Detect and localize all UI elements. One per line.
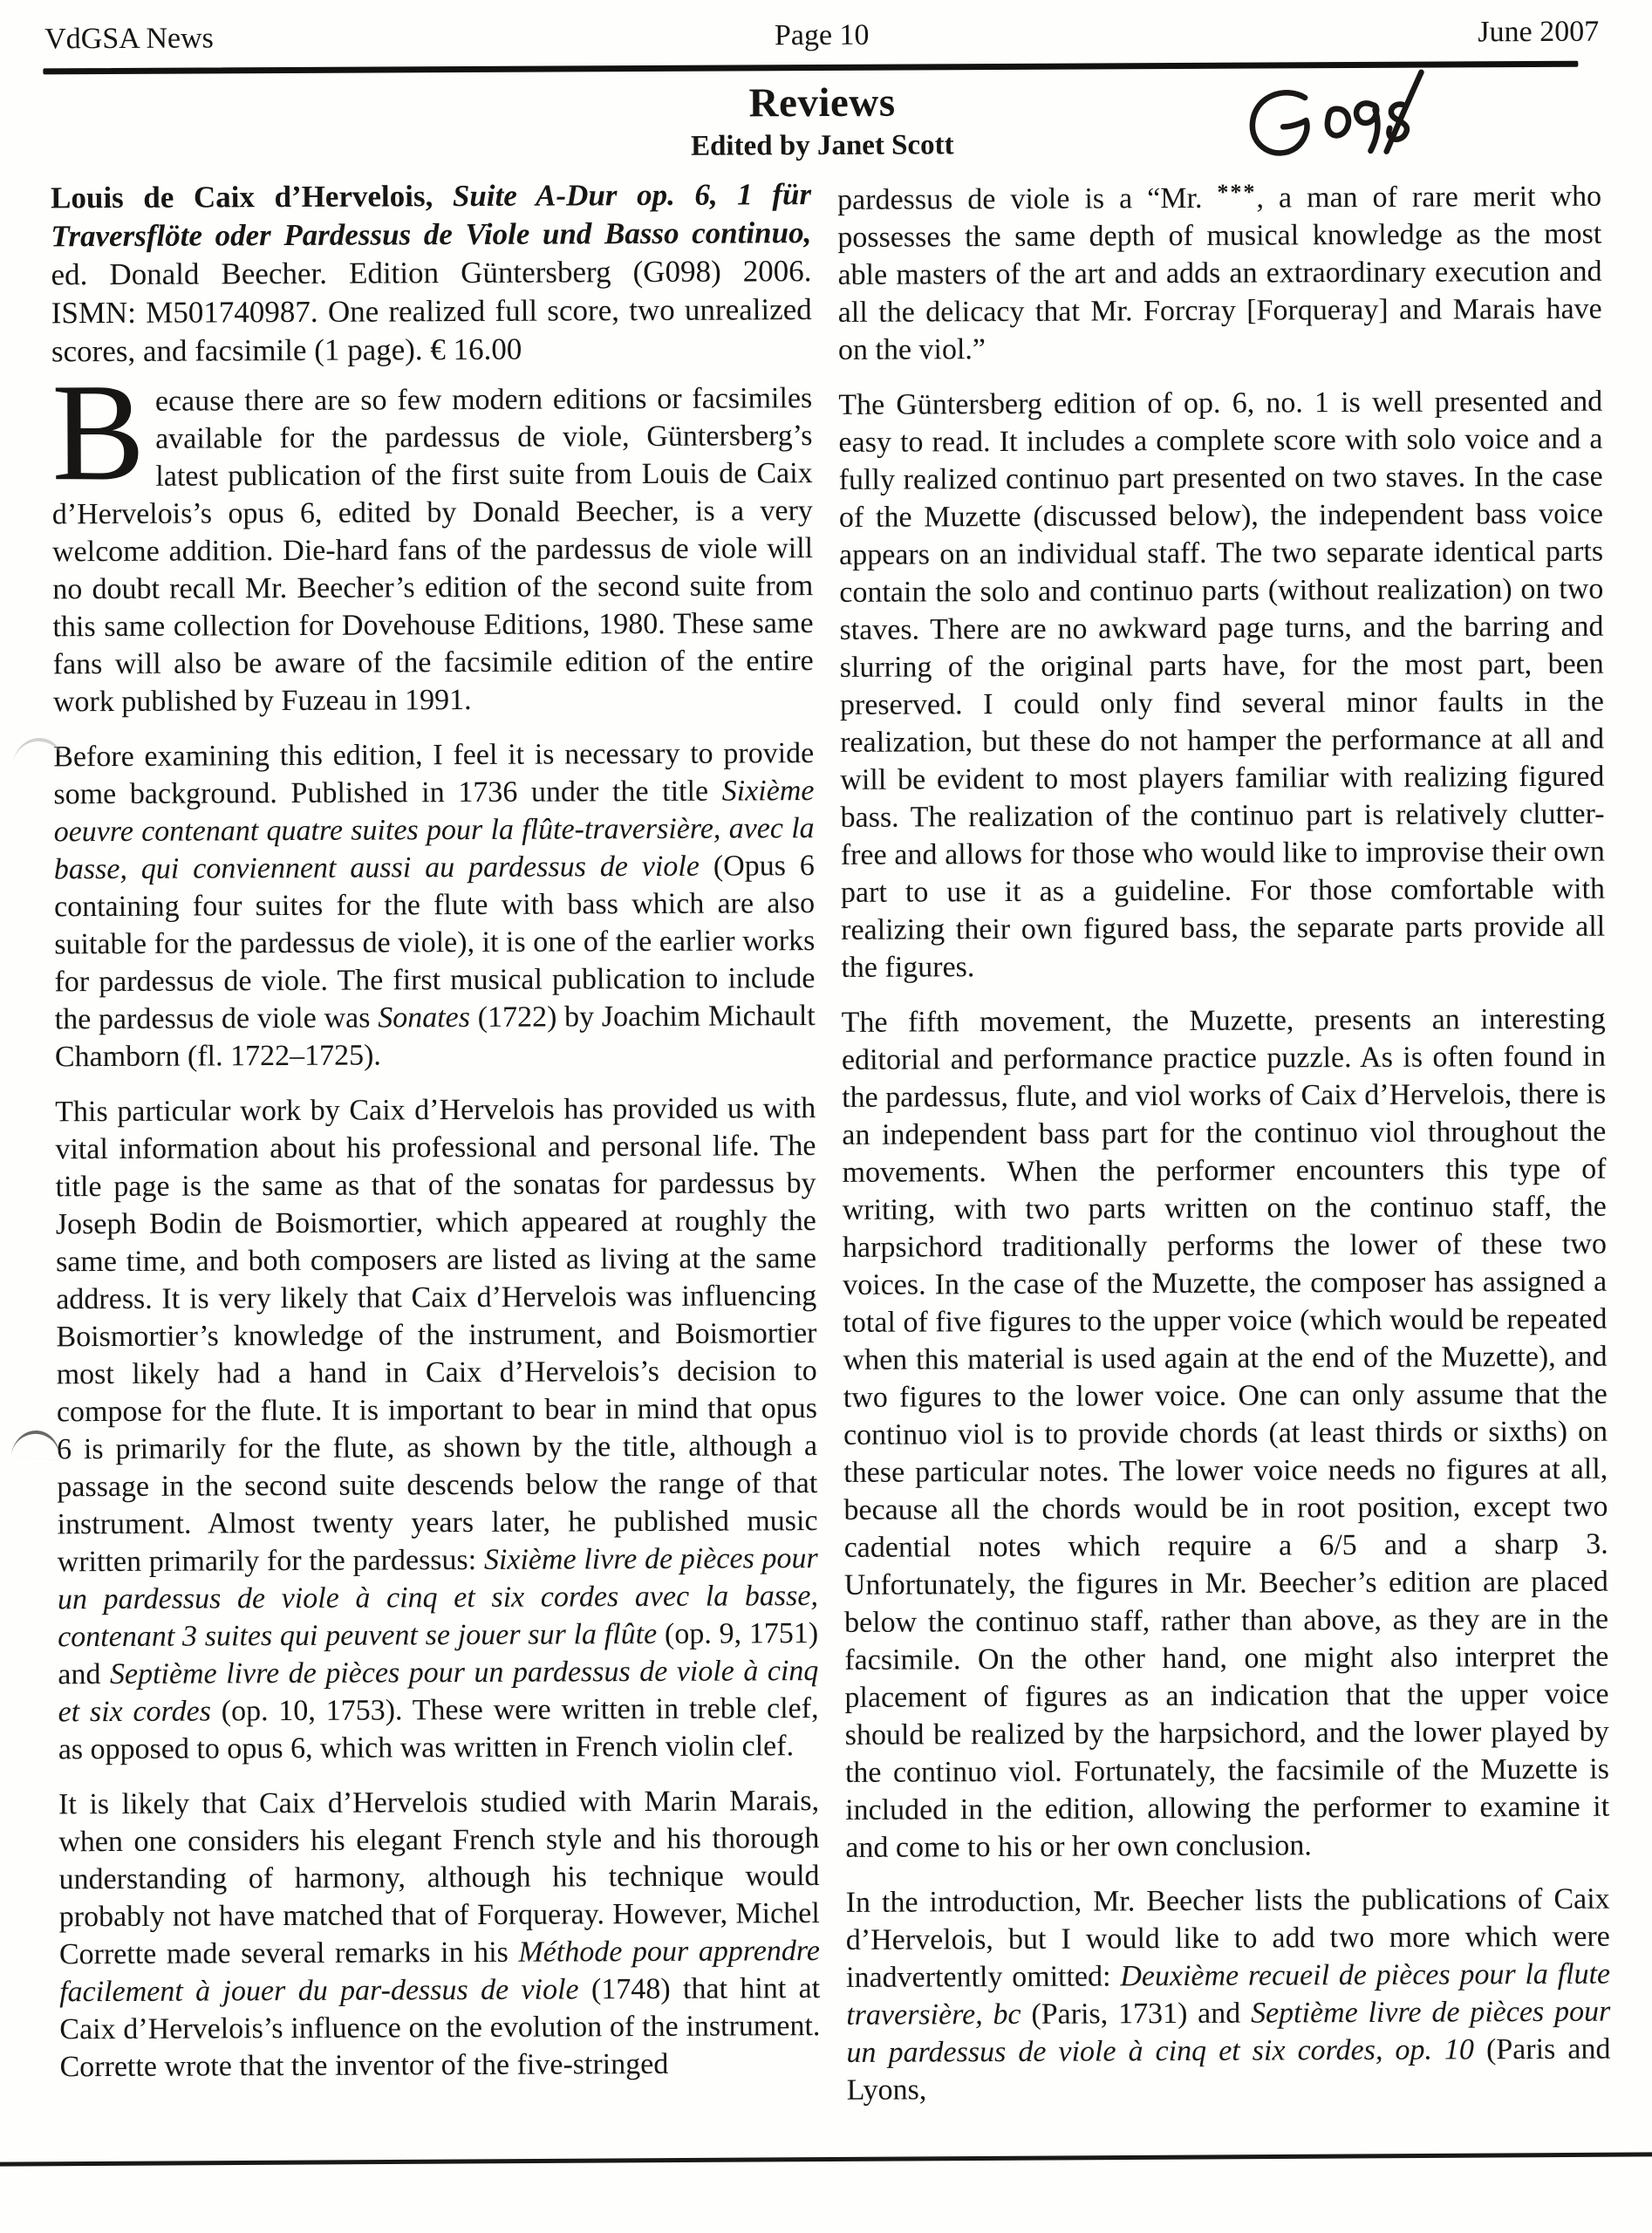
section-title: Reviews	[748, 79, 896, 126]
page-number: Page 10	[774, 18, 870, 52]
paragraph: The fifth movement, the Muzette, presents an interesting editorial and performance practice puzzle. As is often found in the pardessus, flute, and viol works of Caix d’Hervelois, there is an independent bass part for the continuo viol throughout the movements. When the performer encounters this type of writing, with two parts written on the continuo staff, the harpsichord traditionally performs the lower of these two voices. In the case of the Muzette, the composer has assigned a total of five figures to the upper voice (which would be repeated when this material is used again at the end of the Muzette), and two figures to the lower voice. One can only assume that the continuo viol is to provide chords (at least thirds or sixths) on these particular notes. The lower voice needs no figures at all, because all the chords would be in root position, except two cadential notes which require a 6/5 and a sharp 3. Unfortunately, the figures in Mr. Beecher’s edition are placed below the continuo staff, rather than above, as they are in the facsimile. On the other hand, one might also interpret the placement of figures as an indication that the upper voice should be realized by the harpsichord, and the lower played by the continuo viol. Fortunately, the facsimile of the Muzette is included in the edition, allowing the performer to examine it and come to his or her own conclusion.	[841, 1002, 1610, 1864]
issue-date: June 2007	[1478, 15, 1600, 49]
drop-cap: B	[51, 353, 146, 510]
newsletter-name: VdGSA News	[44, 22, 214, 56]
paragraph: In the introduction, Mr. Beecher lists the publications of Caix d’Hervelois, but I would like to add two more which were inadvertently omitted: Deuxième recueil de pièces pour la flute traversière, bc (Paris, 1731) and Septième livre de pièces pour un pardessus de viole à cinq et six cordes, op. 10 (Paris and Lyons,	[845, 1882, 1611, 2107]
handwritten-digit-9	[1355, 102, 1382, 152]
left-column	[51, 175, 821, 2130]
paragraph: It is likely that Caix d’Hervelois studied with Marin Marais, when one considers his elegant French style and his thorough understanding of harmony, although his technique would probably not have matched that of Forqueray. However, Michel Corrette made several remarks in his Méthode pour apprendre facilement à jouer du par-dessus de viole (1748) that hint at Caix d’Hervelois’s influence on the evolution of the instrument. Corrette wrote that the inventor of the five-stringed	[58, 1785, 821, 2084]
handwritten-digit-0	[1326, 107, 1350, 137]
section-editor: Edited by Janet Scott	[690, 128, 954, 162]
article-body	[51, 172, 1611, 2131]
paragraph: The Güntersberg edition of op. 6, no. 1 is well presented and easy to read. It includes a complete score with solo voice and a fully realized continuo part presented on two staves. In the case of the Muzette (discussed below), the independent bass voice appears on an individual staff. The two separate identical parts contain the solo and continuo parts (without realization) on two staves. There are no awkward page turns, and the barring and slurring of the original parts have, for the most part, been preserved. I could only find several minor faults in the realization, but these do not hamper the performance at all and will be evident to most players familiar with realizing figured bass. The realization of the continuo part is relatively clutter-free and allows for those who would like to improvise their own part to use it as a guideline. For those comfortable with realizing their own figured bass, the separate parts provide all the figures.	[838, 385, 1606, 984]
running-header	[0, 0, 1648, 57]
paragraph: pardessus de viole is a “Mr. ***, a man of rare merit who possesses the same depth of musical knowledge as the most able masters of the art and adds an extraordinary execution and all the delicacy that Mr. Forcray [Forqueray] and Marais have on the viol.”	[837, 179, 1602, 366]
handwritten-letter-G	[1248, 90, 1311, 156]
paragraph: This particular work by Caix d’Hervelois has provided us with vital information about his professional and personal life. The title page is the same as that of the sonatas for pardessus by Joseph Bodin de Boismortier, which appeared at roughly the same time, and both composers are listed as living at the same address. It is very likely that Caix d’Hervelois was influencing Boismortier’s knowledge of the instrument, and Boismortier most likely had a hand in Caix d’Hervelois’s decision to compose for the flute. It is important to bear in mind that opus 6 is primarily for the flute, as shown by the title, although a passage in the second suite descends below the range of that instrument. Almost twenty years later, he published music written primarily for the pardessus: Sixième livre de pièces pour un pardessus de viole à cinq et six cordes avec la basse, contenant 3 suites qui peuvent se jouer sur la flûte (op. 9, 1751) and Septième livre de pièces pour un pardessus de viole à cinq et six cordes (op. 10, 1753). These were written in treble clef, as opposed to opus 6, which was written in French violin clef.	[55, 1092, 819, 1766]
paragraph: Because there are so few modern editions or facsimiles available for the pardessus de viole, Güntersberg’s latest publication of the first suite from Louis de Caix d’Hervelois’s opus 6, edited by Donald Beecher, is a very welcome addition. Die-hard fans of the pardessus de viole will no doubt recall Mr. Beecher’s edition of the second suite from this same collection for Dovehouse Editions, 1980. These same fans will also be aware of the facsimile edition of the entire work published by Fuzeau in 1991.	[51, 353, 814, 719]
paragraph: Before examining this edition, I feel it is necessary to provide some background. Published in 1736 under the title Sixième oeuvre contenant quatre suites pour la flûte-traversière, avec la basse, qui conviennent aussi au pardessus de viole (Opus 6 containing four suites for the flute with bass which are also suitable for the pardessus de viole), it is one of the earlier works for pardessus de viole. The first musical publication to include the pardessus de viole was Sonates (1722) by Joachim Michault Chamborn (fl. 1722–1725).	[53, 737, 816, 1074]
right-column	[837, 172, 1611, 2127]
paragraph: Louis de Caix d’Hervelois, Suite A-Dur op. 6, 1 für Traversflöte oder Pardessus de Viole und Basso continuo, ed. Donald Beecher. Edition Güntersberg (G098) 2006. ISMN: M501740987. One realized full score, two unrealized scores, and facsimile (1 page). € 16.00	[50, 177, 812, 369]
